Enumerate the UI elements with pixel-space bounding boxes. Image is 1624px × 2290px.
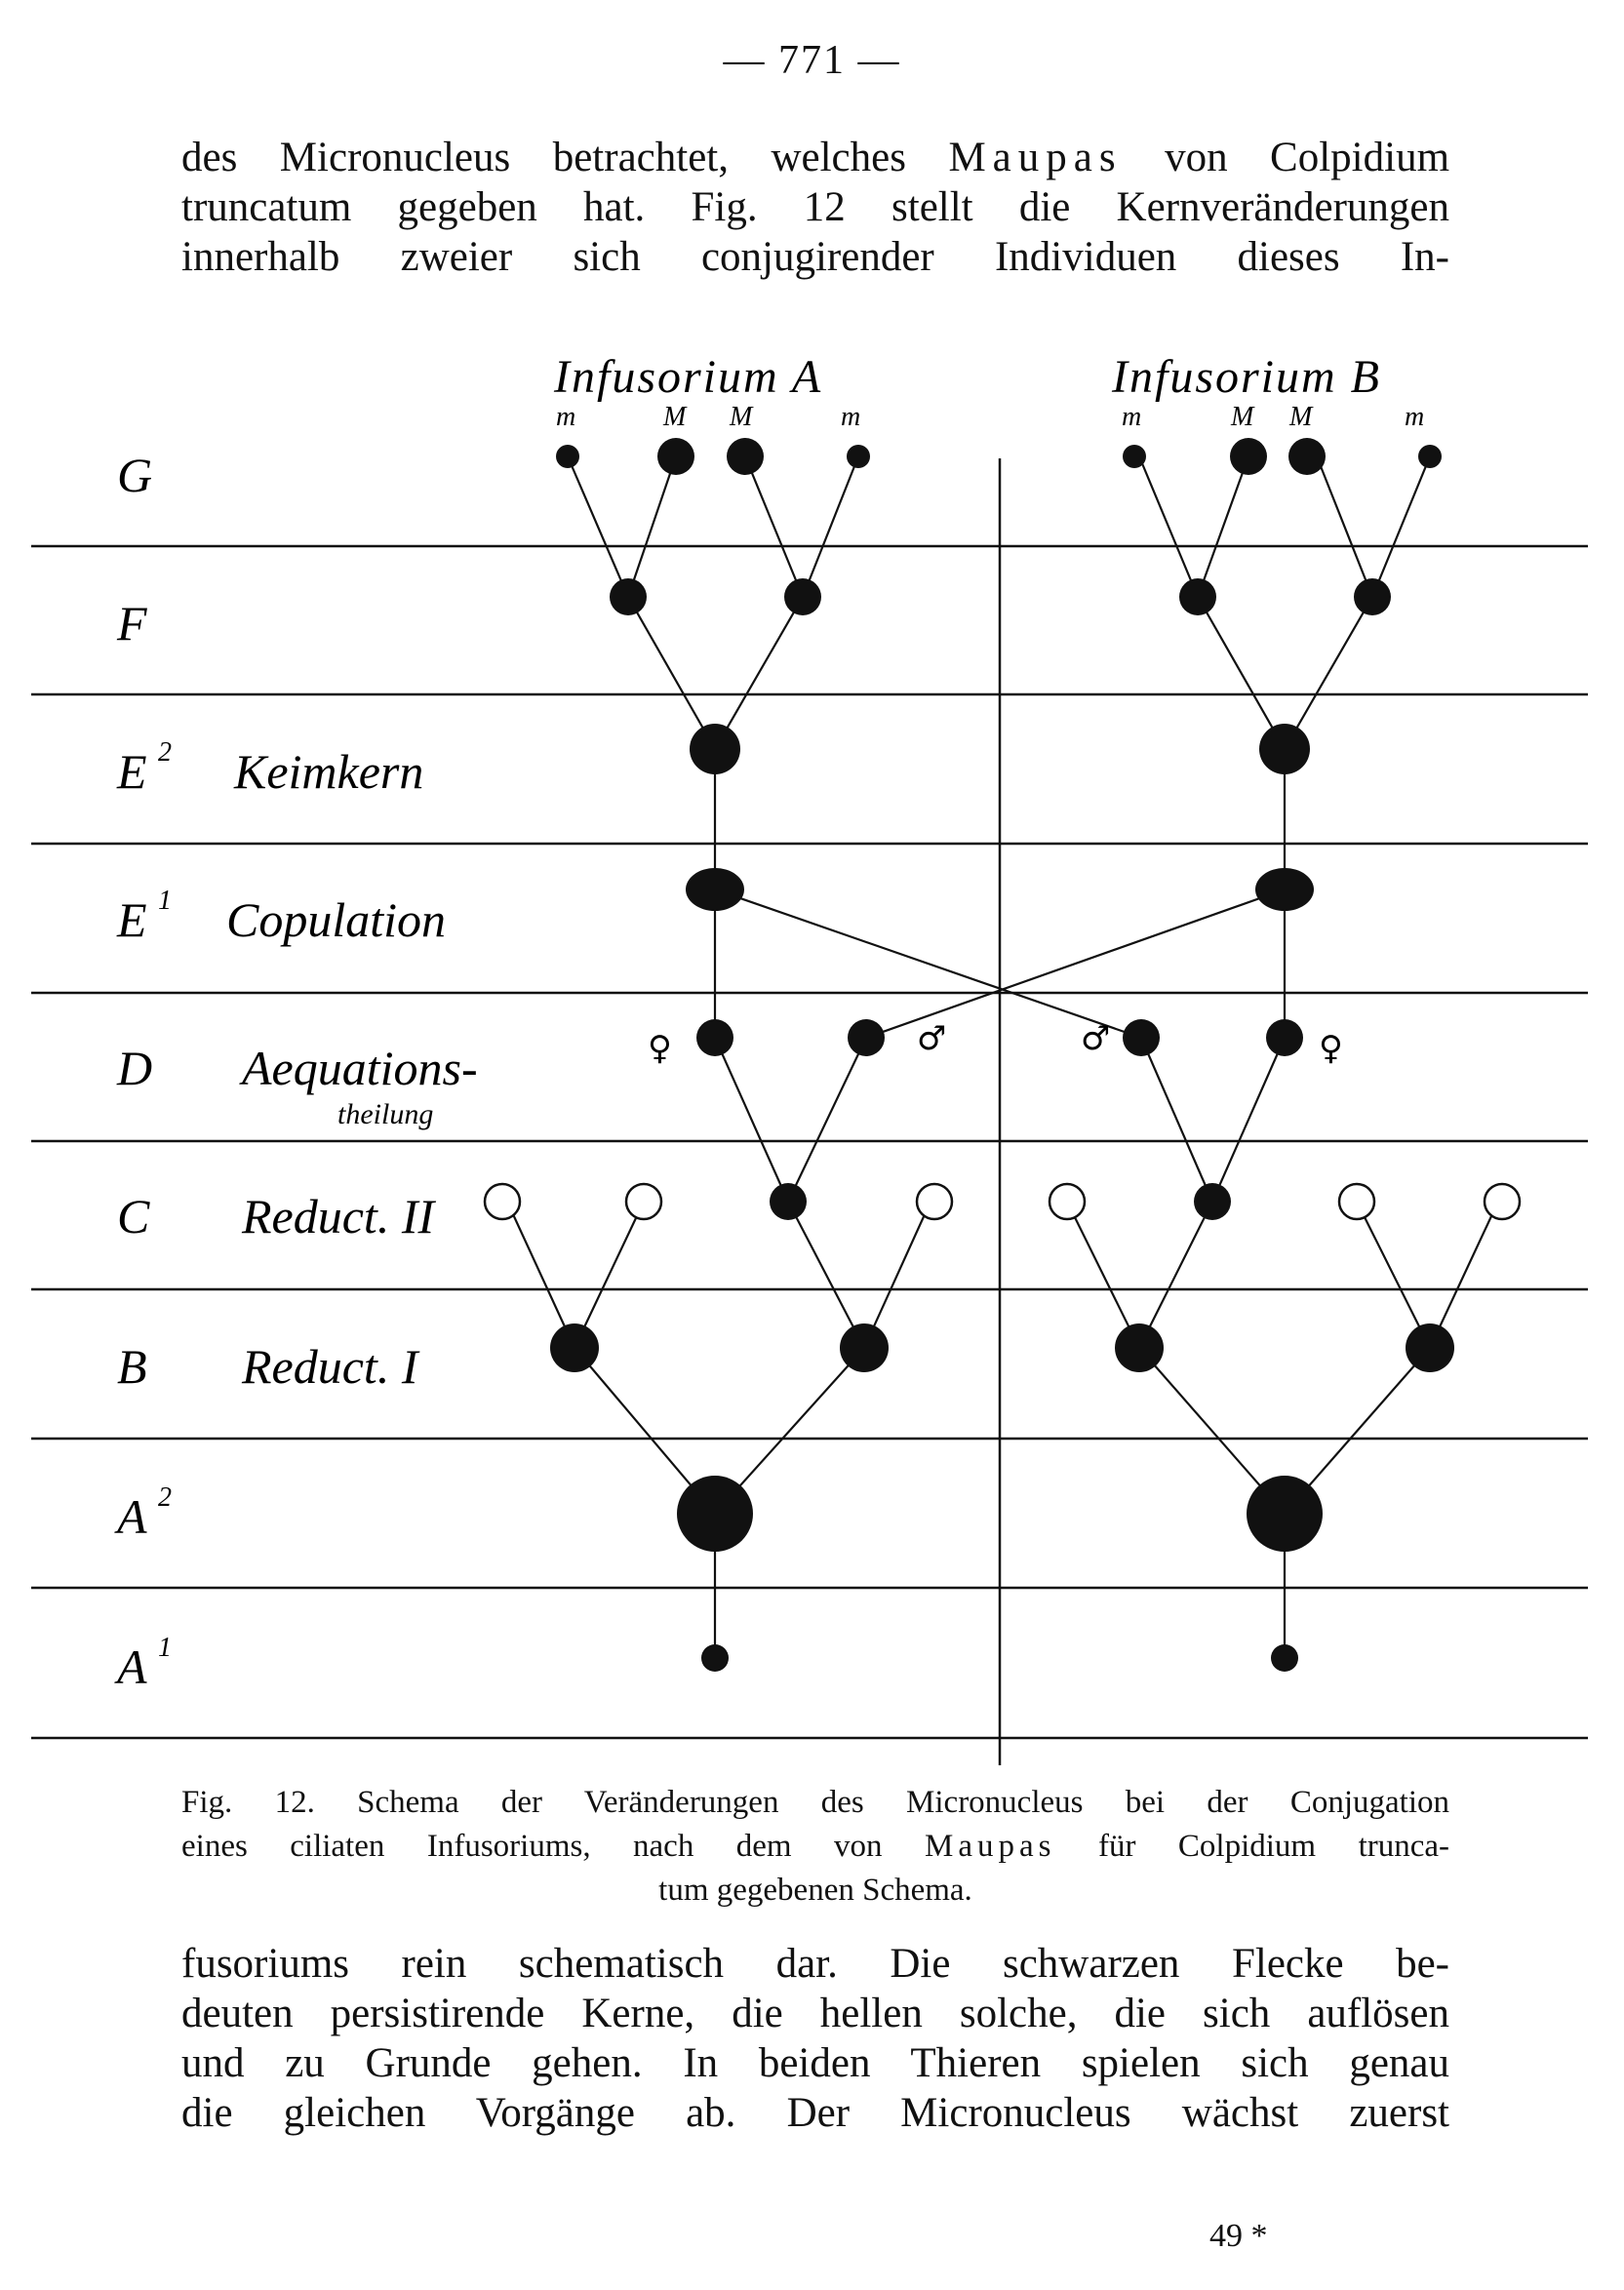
- nucleus-enlarged: [1247, 1476, 1323, 1552]
- nucleus-persistent: [770, 1183, 807, 1220]
- caption-figure-number: Fig. 12.: [181, 1785, 315, 1820]
- row-name-keimkern: Keimkern: [234, 744, 424, 799]
- nucleus-persistent: [727, 438, 764, 475]
- paragraph-bottom: [181, 1939, 1449, 2138]
- row-letter-f: F: [117, 596, 147, 651]
- connector-line: [568, 456, 628, 597]
- page-number: — 771 —: [723, 38, 901, 83]
- paragraph-line: und zu Grunde gehen. In beiden Thieren spielen sich genau: [181, 2040, 1449, 2086]
- nucleus-degenerating: [917, 1184, 952, 1219]
- top-labels-a: [556, 402, 860, 432]
- label-m: m: [1122, 402, 1142, 432]
- label-M: M: [1231, 402, 1254, 432]
- row-letter-e2: E: [117, 744, 147, 799]
- row-sup-e1: 1: [158, 886, 172, 916]
- degenerating-nuclei-a: [485, 1184, 952, 1219]
- label-m: m: [556, 402, 576, 432]
- nucleus-degenerating: [626, 1184, 661, 1219]
- nucleus-persistent: [1418, 445, 1442, 468]
- row-name-copulation: Copulation: [226, 892, 447, 947]
- female-symbol-a: ♀: [648, 1029, 672, 1068]
- nucleus-initial: [1271, 1644, 1298, 1672]
- nuclei-infusorium-b: [1115, 438, 1454, 1672]
- connector-line: [715, 597, 803, 749]
- row-sup-e2: 2: [158, 737, 172, 768]
- row-name-theilung: theilung: [337, 1098, 434, 1130]
- nucleus-persistent: [610, 578, 647, 615]
- nucleus-degenerating: [1050, 1184, 1085, 1219]
- row-letter-d: D: [117, 1041, 153, 1095]
- row-sup-a2: 2: [158, 1482, 172, 1513]
- nucleus-female: [1266, 1019, 1303, 1056]
- connector-line: [1139, 456, 1198, 597]
- nucleus-keimkern: [690, 724, 740, 774]
- row-separators: [31, 546, 1588, 1738]
- connector-line: [788, 1038, 866, 1202]
- top-labels-b: [1122, 402, 1424, 432]
- text-span: eines ciliaten Infusoriums, nach dem von: [181, 1829, 883, 1864]
- signature-mark: 49 *: [1209, 2218, 1268, 2254]
- nucleus-persistent: [1230, 438, 1267, 475]
- nucleus-enlarged: [677, 1476, 753, 1552]
- nucleus-persistent: [1354, 578, 1391, 615]
- infusorium-a-label: Infusorium A: [554, 351, 823, 403]
- connector-line: [1357, 1202, 1430, 1348]
- nucleus-degenerating: [485, 1184, 520, 1219]
- connector-line: [1212, 1038, 1285, 1202]
- degenerating-nuclei-b: [1050, 1184, 1520, 1219]
- connector-line: [1139, 1202, 1212, 1348]
- nucleus-keimkern: [1259, 724, 1310, 774]
- row-letter-b: B: [117, 1339, 147, 1394]
- nucleus-persistent: [1406, 1323, 1454, 1372]
- connector-line: [628, 597, 715, 749]
- connector-line: [1317, 456, 1372, 597]
- text-span: für Colpidium trunca-: [1097, 1829, 1450, 1864]
- author-name: Maupas: [948, 135, 1123, 180]
- nucleus-persistent: [1123, 445, 1146, 468]
- nucleus-degenerating: [1339, 1184, 1374, 1219]
- nucleus-persistent: [784, 578, 821, 615]
- nucleus-male: [1123, 1019, 1160, 1056]
- connector-line: [1067, 1202, 1139, 1348]
- nucleus-copulation: [686, 868, 744, 911]
- nucleus-male: [848, 1019, 885, 1056]
- label-M: M: [663, 402, 687, 432]
- figure-caption: [181, 1781, 1449, 1913]
- row-name-reduct-1: Reduct. I: [242, 1339, 418, 1394]
- nucleus-persistent: [840, 1323, 889, 1372]
- female-symbol-b: ♀: [1319, 1029, 1343, 1068]
- nucleus-persistent: [550, 1323, 599, 1372]
- paragraph-line: fusoriums rein schematisch dar. Die schwarzen Flecke be-: [181, 1941, 1449, 1987]
- row-name-aequations: Aequations-: [242, 1041, 478, 1095]
- label-m: m: [1405, 402, 1425, 432]
- row-letter-e1: E: [117, 892, 147, 947]
- text-span: Schema der Veränderungen des Micronucleus bei der Conjugation: [357, 1785, 1449, 1820]
- row-sup-a1: 1: [158, 1633, 172, 1663]
- conjugation-diagram: [0, 332, 1624, 1765]
- infusorium-b-label: Infusorium B: [1112, 351, 1381, 403]
- text-span: des Micronucleus betrachtet, welches: [181, 135, 906, 180]
- nuclei-infusorium-a: [550, 438, 889, 1672]
- nucleus-persistent: [1179, 578, 1216, 615]
- connector-line: [1372, 456, 1430, 597]
- paragraph-line: deuten persistirende Kerne, die hellen solche, die sich auflösen: [181, 1991, 1449, 2036]
- connector-line: [788, 1202, 864, 1348]
- paragraph-top: [181, 133, 1449, 282]
- row-letter-c: C: [117, 1189, 150, 1244]
- connector-line: [745, 456, 803, 597]
- nucleus-initial: [701, 1644, 729, 1672]
- row-letter-g: G: [117, 448, 153, 502]
- paragraph-line: truncatum gegeben hat. Fig. 12 stellt die Kernveränderungen: [181, 184, 1449, 230]
- nucleus-persistent: [556, 445, 579, 468]
- connector-line: [1198, 456, 1248, 597]
- nucleus-persistent: [1194, 1183, 1231, 1220]
- caption-line: tum gegebenen Schema.: [658, 1873, 972, 1908]
- label-M: M: [1289, 402, 1313, 432]
- nucleus-degenerating: [1485, 1184, 1520, 1219]
- connector-line: [1198, 597, 1285, 749]
- nucleus-copulation: [1255, 868, 1314, 911]
- connector-line: [803, 456, 858, 597]
- connector-line: [1141, 1038, 1212, 1202]
- text-span: von Colpidium: [1165, 135, 1450, 180]
- paragraph-line: [181, 133, 1449, 182]
- caption-line: [181, 1825, 1449, 1869]
- label-m: m: [841, 402, 861, 432]
- nucleus-persistent: [1288, 438, 1326, 475]
- connector-line: [715, 1038, 788, 1202]
- row-labels: [114, 448, 478, 1694]
- male-symbol-b: ♂: [1081, 1019, 1111, 1058]
- nucleus-persistent: [847, 445, 870, 468]
- row-letter-a1: A: [117, 1639, 147, 1694]
- row-name-reduct-2: Reduct. II: [242, 1189, 435, 1244]
- connector-line: [1285, 597, 1372, 749]
- paragraph-line: innerhalb zweier sich conjugirender Individuen dieses In-: [181, 234, 1449, 280]
- caption-line: [181, 1781, 1449, 1825]
- nucleus-female: [696, 1019, 733, 1056]
- label-M: M: [730, 402, 753, 432]
- paragraph-line: die gleichen Vorgänge ab. Der Micronucleus wächst zuerst: [181, 2090, 1449, 2136]
- nucleus-persistent: [1115, 1323, 1164, 1372]
- connector-line: [628, 456, 676, 597]
- nucleus-persistent: [657, 438, 694, 475]
- author-name: Maupas: [925, 1829, 1056, 1864]
- male-symbol-a: ♂: [917, 1019, 947, 1058]
- row-letter-a2: A: [117, 1489, 147, 1544]
